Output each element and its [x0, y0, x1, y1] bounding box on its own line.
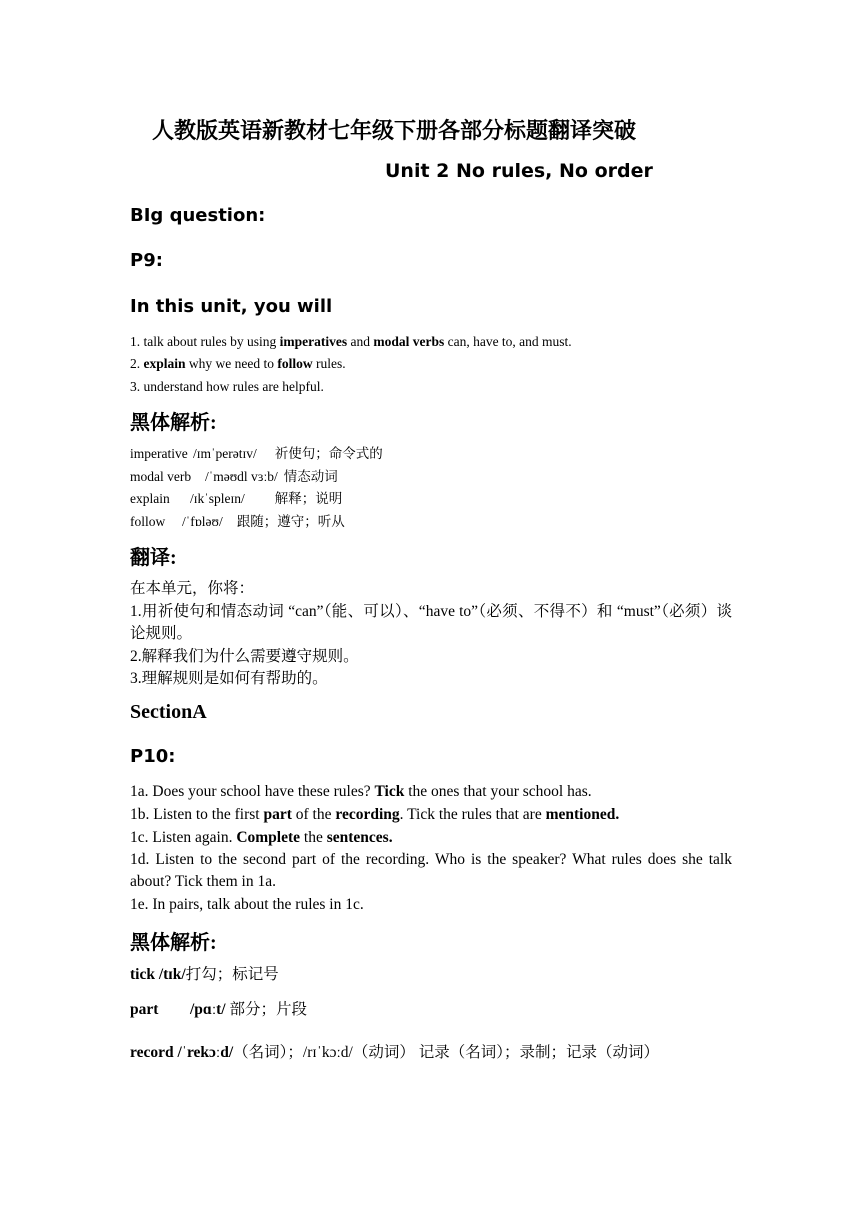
vocab-row: follow /ˈfɒləʊ/ 跟随；遵守；听从 [130, 514, 345, 529]
vocab-entry-tick: tick /tɪk/打勾；标记号 [130, 966, 279, 983]
page-p10-heading: P10: [130, 746, 176, 767]
activity-1c: 1c. Listen again. Complete the sentences. [130, 829, 393, 846]
page-p9-heading: P9: [130, 250, 163, 271]
vocab-entry-record: record /ˈrekɔːd/（名词）；/rɪˈkɔːd/（动词） 记录（名词）；录制；记录（动词） [130, 1044, 659, 1061]
vocab-row: modal verb /ˈməʊdl vɜːb/ 情态动词 [130, 469, 338, 484]
section-heading: SectionA [130, 701, 207, 723]
activity-1e: 1e. In pairs, talk about the rules in 1c. [130, 896, 364, 913]
vocab-entry-part: part /pɑːt/ 部分；片段 [130, 1001, 307, 1018]
translation-line: 3.理解规则是如何有帮助的。 [130, 670, 328, 687]
translation-line: 在本单元，你将： [130, 580, 255, 597]
goal-item-1: 1. talk about rules by using imperatives and modal verbs can, have to, and must. [130, 334, 572, 349]
activity-1b: 1b. Listen to the first part of the recording. Tick the rules that are mentioned. [130, 806, 620, 823]
activity-1d: 1d. Listen to the second part of the recording. Who is the speaker? What rules does she talk about? Tick them in 1a. [130, 851, 732, 890]
goal-item-3: 3. understand how rules are helpful. [130, 379, 324, 394]
vocab-heading-2: 黑体解析: [130, 932, 217, 954]
translation-heading: 翻译: [130, 547, 177, 569]
document-title: 人教版英语新教材七年级下册各部分标题翻译突破 [152, 118, 637, 143]
translation-line: 1.用祈使句和情态动词 “can”（能、可以）、“have to”（必须、不得不）和 “must”（必须）谈论规则。 [130, 603, 732, 642]
translation-line: 2.解释我们为什么需要遵守规则。 [130, 648, 359, 665]
big-question-heading: BIg question: [130, 205, 266, 226]
vocab-row: imperative /ɪmˈperətɪv/ 祈使句；命令式的 [130, 446, 383, 461]
activity-1a: 1a. Does your school have these rules? Tick the ones that your school has. [130, 783, 592, 800]
unit-goals-heading: In this unit, you will [130, 296, 333, 317]
goal-item-2: 2. explain why we need to follow rules. [130, 356, 346, 371]
vocab-heading-1: 黑体解析: [130, 412, 217, 434]
vocab-row: explain /ɪkˈspleɪn/ 解释；说明 [130, 491, 343, 506]
unit-title: Unit 2 No rules, No order [385, 160, 653, 182]
